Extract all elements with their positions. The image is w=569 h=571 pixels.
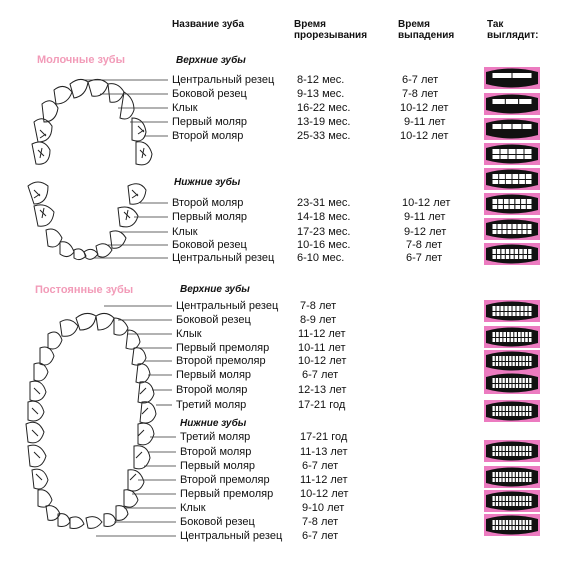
milk-upper-loss: 7-8 лет <box>402 88 439 100</box>
header-looks-like: Так выглядит: <box>487 19 539 41</box>
perm-lower-name: Центральный резец <box>180 530 283 542</box>
perm-lower-eruption: 7-8 лет <box>302 516 339 528</box>
perm-upper-eruption: 17-21 год <box>298 399 346 411</box>
milk-upper-loss: 10-12 лет <box>400 102 449 114</box>
smile-thumbnail <box>484 372 540 394</box>
perm-upper-name: Боковой резец <box>176 314 251 326</box>
milk-lower-loss: 6-7 лет <box>406 252 443 264</box>
milk-lower-name: Клык <box>172 226 198 238</box>
milk-upper-eruption: 9-13 мес. <box>297 88 345 100</box>
header-eruption-time: Время прорезывания <box>294 19 368 41</box>
perm-lower-eruption: 6-7 лет <box>302 460 339 472</box>
milk-lower-loss: 9-12 лет <box>404 226 447 238</box>
perm-upper-eruption: 11-12 лет <box>298 328 346 340</box>
perm-lower-eruption: 17-21 год <box>300 431 348 443</box>
perm-upper-eruption: 7-8 лет <box>300 300 337 312</box>
perm-lower-eruption: 11-12 лет <box>300 474 348 486</box>
permanent-upper-title: Верхние зубы <box>180 284 250 295</box>
perm-upper-name: Первый моляр <box>176 369 252 381</box>
smile-thumbnail <box>484 143 540 165</box>
perm-upper-name: Клык <box>176 328 202 340</box>
milk-lower-eruption: 14-18 мес. <box>297 211 351 223</box>
perm-lower-name: Третий моляр <box>180 431 251 443</box>
milk-upper-eruption: 8-12 мес. <box>297 74 345 86</box>
milk-lower-arch <box>28 182 146 260</box>
milk-lower-eruption: 10-16 мес. <box>297 239 351 251</box>
perm-lower-name: Первый премоляр <box>180 488 274 500</box>
perm-lower-eruption: 9-10 лет <box>302 502 345 514</box>
perm-upper-name: Первый премоляр <box>176 342 270 354</box>
perm-upper-eruption: 6-7 лет <box>302 369 339 381</box>
milk-lower-title: Нижние зубы <box>174 177 241 188</box>
smile-thumbnail <box>484 490 540 512</box>
smile-thumbnail <box>484 466 540 488</box>
perm-upper-name: Третий моляр <box>176 399 247 411</box>
smile-thumbnail <box>484 193 540 215</box>
milk-lower-eruption: 17-23 мес. <box>297 226 351 238</box>
perm-upper-name: Второй премоляр <box>176 355 266 367</box>
milk-lower-loss: 7-8 лет <box>406 239 443 251</box>
milk-lower-loss: 10-12 лет <box>402 197 451 209</box>
smile-thumbnail <box>484 440 540 462</box>
perm-lower-eruption: 11-13 лет <box>300 446 348 458</box>
smile-thumbnail <box>484 326 540 348</box>
perm-lower-name: Второй премоляр <box>180 474 270 486</box>
perm-lower-eruption: 10-12 лет <box>300 488 349 500</box>
perm-upper-eruption: 10-12 лет <box>298 355 347 367</box>
smile-thumbnail <box>484 300 540 322</box>
milk-upper-eruption: 16-22 мес. <box>297 102 351 114</box>
milk-upper-loss: 9-11 лет <box>404 116 446 128</box>
perm-upper-name: Центральный резец <box>176 300 279 312</box>
permanent-teeth-title: Постоянные зубы <box>35 284 134 296</box>
milk-upper-name: Центральный резец <box>172 74 275 86</box>
milk-upper-loss: 6-7 лет <box>402 74 439 86</box>
smile-thumbnail <box>484 168 540 190</box>
milk-lower-eruption: 6-10 мес. <box>297 252 345 264</box>
perm-lower-name: Клык <box>180 502 206 514</box>
smile-thumbnail <box>484 350 540 372</box>
perm-lower-name: Второй моляр <box>180 446 252 458</box>
milk-upper-title: Верхние зубы <box>176 55 246 66</box>
milk-lower-name: Первый моляр <box>172 211 248 223</box>
smile-thumbnail <box>484 400 540 422</box>
perm-upper-eruption: 8-9 лет <box>300 314 337 326</box>
milk-upper-name: Второй моляр <box>172 130 244 142</box>
header-tooth-name: Название зуба <box>172 19 245 30</box>
smile-thumbnail <box>484 243 540 265</box>
smile-thumbnail <box>484 118 540 140</box>
milk-upper-eruption: 13-19 мес. <box>297 116 351 128</box>
perm-lower-name: Первый моляр <box>180 460 256 472</box>
milk-upper-name: Боковой резец <box>172 88 247 100</box>
milk-upper-eruption: 25-33 мес. <box>297 130 351 142</box>
milk-lower-name: Боковой резец <box>172 239 247 251</box>
milk-upper-loss: 10-12 лет <box>400 130 449 142</box>
milk-upper-name: Клык <box>172 102 198 114</box>
milk-upper-name: Первый моляр <box>172 116 248 128</box>
perm-upper-eruption: 10-11 лет <box>298 342 346 354</box>
smile-thumbnail <box>484 93 540 115</box>
smile-thumbnail <box>484 67 540 89</box>
milk-lower-eruption: 23-31 мес. <box>297 197 351 209</box>
permanent-upper-arch <box>28 313 156 423</box>
milk-lower-name: Второй моляр <box>172 197 244 209</box>
milk-teeth-title: Молочные зубы <box>37 54 125 66</box>
smile-thumbnail <box>484 514 540 536</box>
milk-lower-loss: 9-11 лет <box>404 211 446 223</box>
smile-thumbnail <box>484 218 540 240</box>
perm-lower-name: Боковой резец <box>180 516 255 528</box>
perm-upper-name: Второй моляр <box>176 384 248 396</box>
milk-lower-name: Центральный резец <box>172 252 275 264</box>
header-loss-time: Время выпадения <box>398 19 455 41</box>
perm-upper-eruption: 12-13 лет <box>298 384 347 396</box>
perm-lower-eruption: 6-7 лет <box>302 530 339 542</box>
permanent-lower-title: Нижние зубы <box>180 418 247 429</box>
